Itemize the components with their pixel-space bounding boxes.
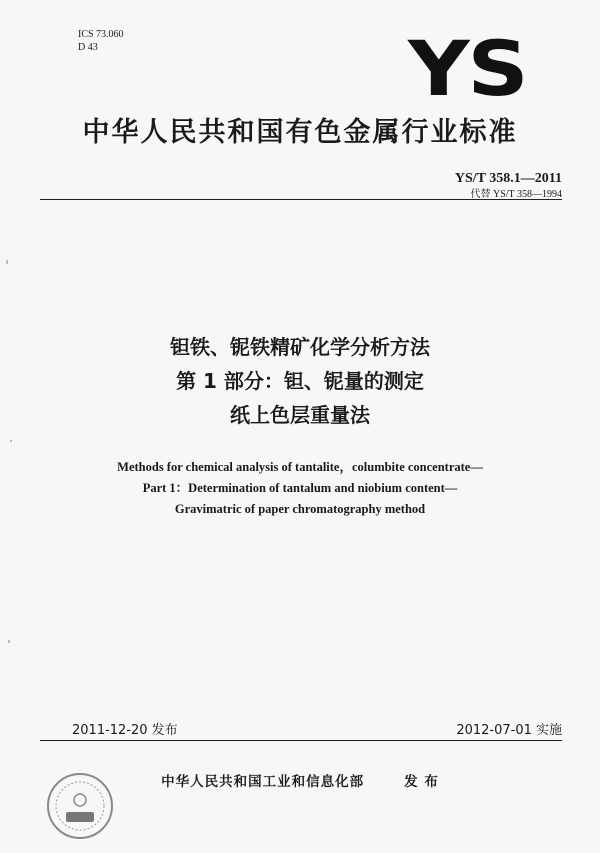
- replaces-standard: 代替 YS/T 358—1994: [470, 189, 562, 200]
- issuer-name: 中华人民共和国工业和信息化部: [161, 774, 365, 790]
- ys-logo: YS: [408, 24, 527, 113]
- classification-codes: [78, 28, 124, 54]
- issuer-action: 发 布: [404, 774, 439, 790]
- implementation-date: 2012-07-01 实施: [456, 723, 562, 738]
- english-title: [0, 457, 600, 520]
- chinese-title-line-1: 钽铁、铌铁精矿化学分析方法: [170, 335, 430, 359]
- chinese-title: [0, 330, 600, 432]
- chinese-title-line-3: 纸上色层重量法: [230, 403, 370, 427]
- scan-speck: [10, 440, 12, 442]
- seal-stamp-icon: [44, 770, 116, 842]
- english-title-line-2: Part 1：Determination of tantalum and niobium content—: [142, 481, 458, 495]
- ccs-code: D 43: [78, 42, 98, 53]
- chinese-title-line-2: 第 1 部分：钽、铌量的测定: [176, 369, 424, 393]
- ics-code: ICS 73.060: [78, 29, 124, 40]
- scan-speck: [6, 260, 8, 264]
- english-title-line-3: Gravimatric of paper chromatography method: [174, 502, 426, 516]
- standard-category-title: 中华人民共和国有色金属行业标准: [82, 117, 518, 148]
- top-divider: [40, 199, 562, 200]
- bottom-divider: [40, 740, 562, 741]
- standard-number: YS/T 358.1—2011: [454, 171, 562, 186]
- english-title-line-1: Methods for chemical analysis of tantalite，columbite concentrate—: [117, 460, 483, 474]
- standard-number-block: [455, 170, 562, 201]
- issue-date: 2011-12-20 发布: [72, 723, 178, 738]
- scan-speck: [8, 640, 10, 643]
